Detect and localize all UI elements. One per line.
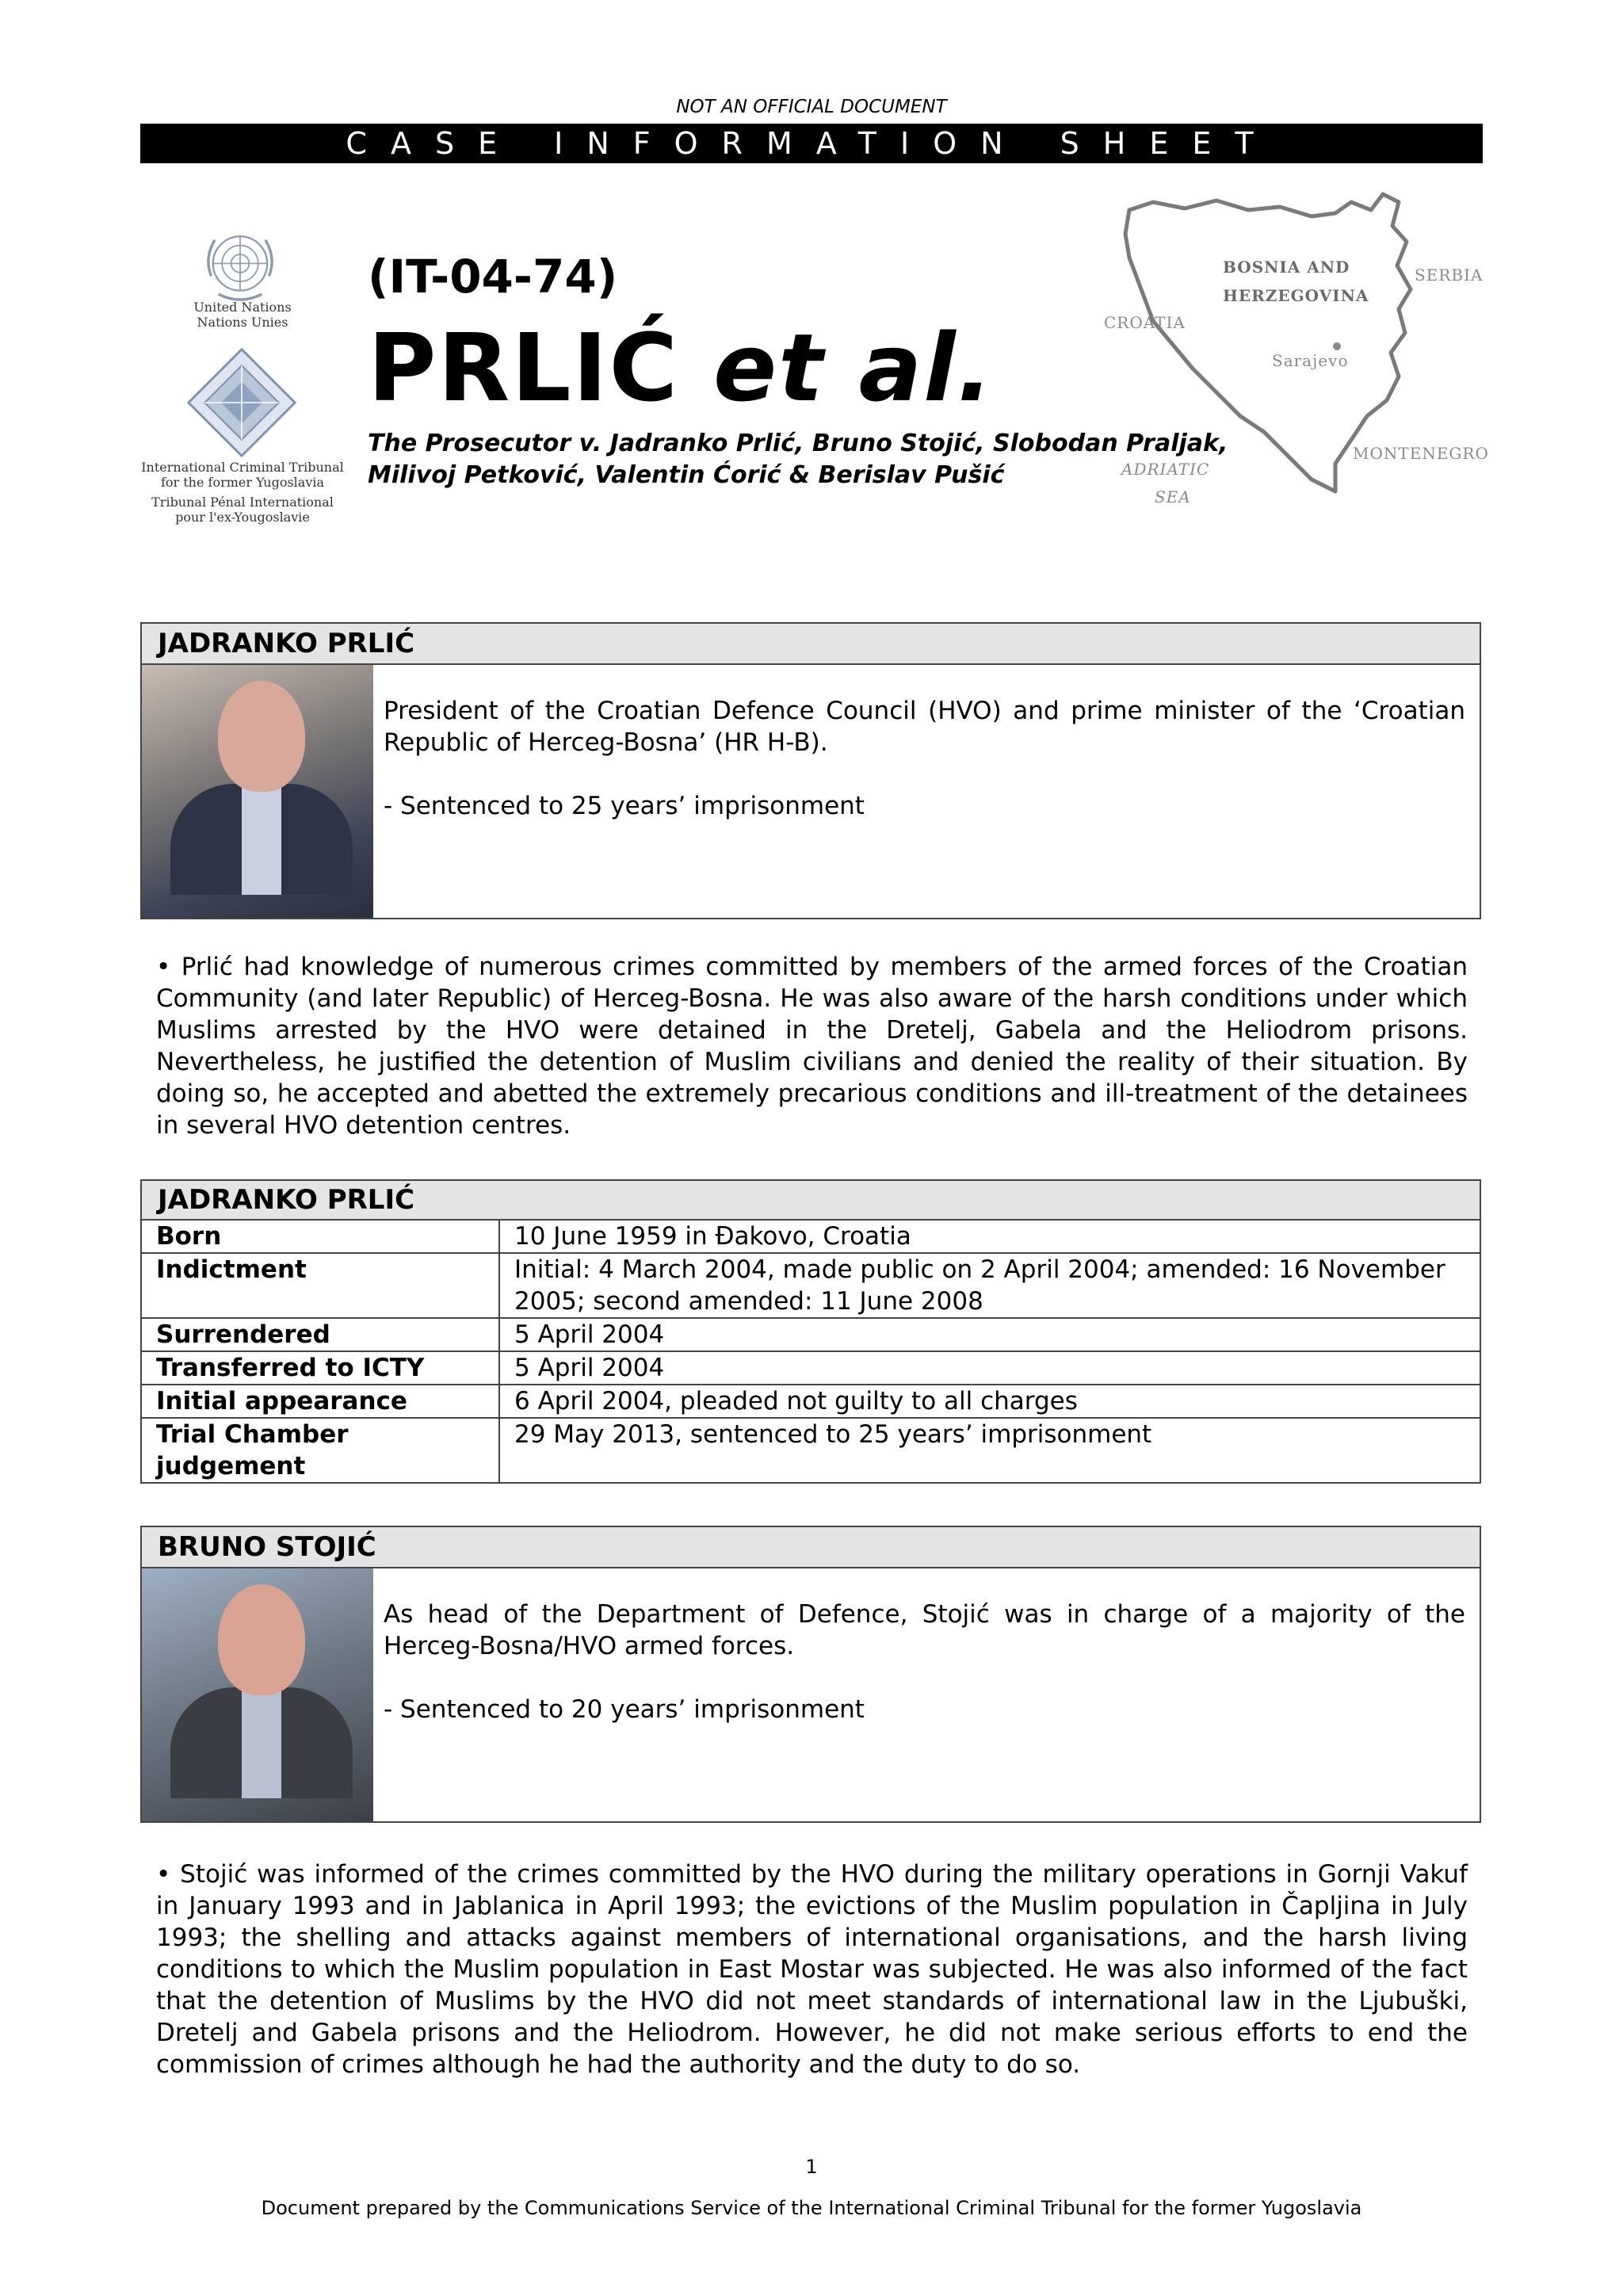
info-label-born: Born [141, 1220, 499, 1253]
info-label-surrendered: Surrendered [141, 1318, 499, 1351]
icty-name-fr-2: pour l'ex-Yougoslavie [175, 510, 310, 525]
info-value-initial-appearance: 6 April 2004, pleaded not guilty to all charges [499, 1385, 1480, 1418]
info-value-surrendered: 5 April 2004 [499, 1318, 1480, 1351]
accused-summary-prlic: • Prlić had knowledge of numerous crimes committed by members of the armed forces of the Croatian Community (and later Republic) of Herceg-Bosna. He was also aware of the harsh conditions under which Muslims arrested by the HVO were detained in the Dretelj, Gabela and the Heliodrom prisons. Nevertheless, he justified the detention of Muslim civilians and denied the reality of their situation. By doing so, he accepted and abetted the extremely precarious conditions and ill-treatment of the detainees in several HVO detention centres. [156, 953, 1468, 1140]
accused-profile-stojic [140, 1526, 1481, 1823]
table-row [141, 1253, 1480, 1318]
un-name-fr: Nations Unies [197, 315, 288, 330]
un-emblem-icon [195, 222, 285, 312]
info-label-initial-appearance: Initial appearance [141, 1385, 499, 1418]
accused-name-heading: BRUNO STOJIĆ [142, 1527, 1480, 1568]
info-value-indictment: Initial: 4 March 2004, made public on 2 April 2004; amended: 16 November 2005; second amended: 11 June 2008 [499, 1253, 1480, 1318]
accused-description [384, 695, 1465, 854]
tribunal-logos [139, 214, 346, 539]
case-information-banner: CASE INFORMATION SHEET [140, 124, 1483, 163]
un-name-en: United Nations [193, 300, 292, 315]
case-subtitle-line1: The Prosecutor v. Jadranko Prlić, Bruno Stojić, Slobodan Praljak, [368, 430, 1228, 457]
map-label-adriatic: ADRIATIC [1121, 460, 1210, 479]
map-label-bosnia-2: HERZEGOVINA [1223, 286, 1369, 305]
case-name-main: PRLIĆ [368, 313, 680, 422]
case-name [368, 313, 995, 422]
map-label-sea: SEA [1155, 487, 1191, 506]
map-label-serbia: SERBIA [1415, 266, 1484, 285]
table-row [141, 1318, 1480, 1351]
accused-description [384, 1599, 1465, 1757]
accused-photo-stojic [142, 1568, 373, 1821]
info-label-transferred: Transferred to ICTY [141, 1351, 499, 1385]
map-label-montenegro: MONTENEGRO [1353, 444, 1489, 463]
info-table-title: JADRANKO PRLIĆ [141, 1180, 1480, 1220]
accused-info-table [140, 1179, 1481, 1484]
info-value-transferred: 5 April 2004 [499, 1351, 1480, 1385]
info-value-judgement: 29 May 2013, sentenced to 25 years’ imprisonment [499, 1418, 1480, 1483]
accused-photo-prlic [142, 665, 373, 918]
case-name-suffix: et al. [713, 313, 995, 422]
accused-name-heading: JADRANKO PRLIĆ [142, 624, 1480, 665]
accused-role: As head of the Department of Defence, Stojić was in charge of a majority of the Herceg-Bosna/HVO armed forces. [384, 1600, 1465, 1660]
not-official-notice: NOT AN OFFICIAL DOCUMENT [676, 97, 947, 117]
table-row [141, 1220, 1480, 1253]
icty-name-fr-1: Tribunal Pénal International [151, 495, 334, 510]
icty-emblem-icon [184, 345, 300, 460]
table-row [141, 1385, 1480, 1418]
case-number: (IT-04-74) [368, 250, 618, 304]
case-subtitle-line2: Milivoj Petković, Valentin Ćorić & Berislav Pušić [368, 461, 1005, 489]
icty-name-en-2: for the former Yugoslavia [160, 475, 325, 490]
icty-name-en-1: International Criminal Tribunal [141, 460, 344, 475]
accused-sentence: - Sentenced to 20 years’ imprisonment [384, 1695, 865, 1724]
info-value-born: 10 June 1959 in Đakovo, Croatia [499, 1220, 1480, 1253]
accused-sentence: - Sentenced to 25 years’ imprisonment [384, 792, 865, 820]
accused-role: President of the Croatian Defence Council (HVO) and prime minister of the ‘Croatian Republic of Herceg-Bosna’ (HR H-B). [384, 697, 1465, 757]
page-number: 1 [805, 2156, 818, 2178]
table-row [141, 1418, 1480, 1483]
region-map [1098, 178, 1489, 519]
accused-profile-prlic [140, 622, 1481, 919]
map-label-sarajevo: Sarajevo [1272, 351, 1349, 370]
map-label-bosnia-1: BOSNIA AND [1223, 258, 1350, 277]
info-label-judgement: Trial Chamber judgement [141, 1418, 499, 1483]
map-label-croatia: CROATIA [1104, 313, 1186, 332]
accused-summary-stojic: • Stojić was informed of the crimes committed by the HVO during the military operations in Gornji Vakuf in January 1993 and in Jablanica in April 1993; the evictions of the Muslim population in Čapljina in July 1993; the shelling and attacks against members of international organisations, and the harsh living conditions to which the Muslim population in East Mostar was subjected. He was also informed of the fact that the detention of Muslims by the HVO did not meet standards of international law in the Ljubuški, Dretelj and Gabela prisons and the Heliodrom. However, he did not make serious efforts to end the commission of crimes although he had the authority and the duty to do so. [156, 1860, 1468, 2079]
table-row [141, 1351, 1480, 1385]
footer-note: Document prepared by the Communications Service of the International Criminal Tribunal for the former Yugoslavia [261, 2197, 1362, 2219]
info-label-indictment: Indictment [141, 1253, 499, 1318]
